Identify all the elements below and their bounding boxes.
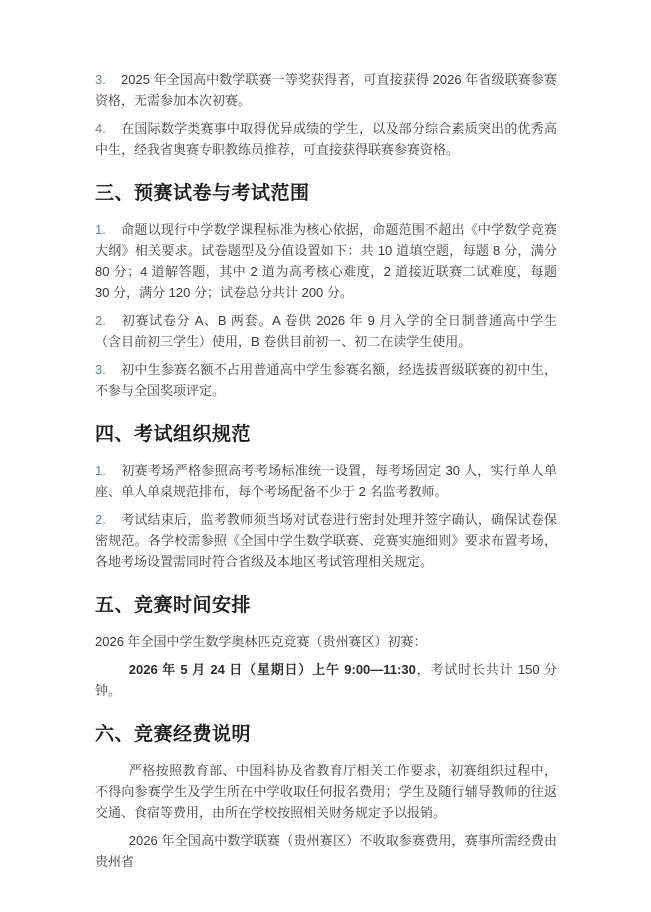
section-heading-6: 六、竞赛经费说明 xyxy=(95,724,252,745)
schedule-date-rest: ，考试时长共计 150 分钟。 xyxy=(95,662,557,698)
funding-paragraph-truncated: 2026 年全国高中数学联赛（贵州赛区）不收取参赛费用，赛事所需经费由贵州省 xyxy=(95,833,557,869)
list-item-text: 在国际数学类赛事中取得优异成绩的学生，以及部分综合素质突出的优秀高中生，经我省奥赛专职教练员推荐，可直接获得联赛参赛资格。 xyxy=(95,121,557,157)
list-item xyxy=(95,69,557,111)
list-number: 4. xyxy=(95,121,106,136)
list-item-text: 初赛考场严格参照高考考场标准统一设置，每考场固定 30 人，实行单人单座、单人单桌规范排布，每个考场配备不少于 2 名监考教师。 xyxy=(95,463,557,499)
list-item-text: 初中生参赛名额不占用普通高中学生参赛名额，经选拔晋级联赛的初中生，不参与全国奖项评定。 xyxy=(95,362,557,398)
section-heading-5: 五、竞赛时间安排 xyxy=(95,595,252,616)
list-number: 1. xyxy=(95,222,106,237)
list-item xyxy=(95,359,557,401)
section-heading-3: 三、预赛试卷与考试范围 xyxy=(95,183,310,204)
list-number: 2. xyxy=(95,313,106,328)
list-item-text: 2025 年全国高中数学联赛一等奖获得者，可直接获得 2026 年省级联赛参赛资格，无需参加本次初赛。 xyxy=(95,72,557,108)
list-item xyxy=(95,310,557,352)
list-number: 3. xyxy=(95,72,106,87)
list-number: 2. xyxy=(95,512,106,527)
list-item xyxy=(95,460,557,502)
list-item xyxy=(95,118,557,160)
list-number: 1. xyxy=(95,463,106,478)
funding-paragraph: 严格按照教育部、中国科协及省教育厅相关工作要求，初赛组织过程中，不得向参赛学生及学生所在中学收取任何报名费用；学生及随行辅导教师的往返交通、食宿等费用，由所在学校按照相关财务规定予以报销。 xyxy=(95,763,557,820)
list-item xyxy=(95,509,557,572)
list-item xyxy=(95,219,557,303)
list-number: 3. xyxy=(95,362,106,377)
schedule-lead: 2026 年全国中学生数学奥林匹克竞赛（贵州赛区）初赛： xyxy=(95,634,427,649)
section-heading-4: 四、考试组织规范 xyxy=(95,424,252,445)
list-item-text: 命题以现行中学数学课程标准为核心依据，命题范围不超出《中学数学竞赛大纲》相关要求。试卷题型及分值设置如下：共 10 道填空题，每题 8 分，满分 80 分；4 道解答题，其中 2 道为高考核心难度，2 道接近联赛二试难度，每题 30 分，满分 120 分；试卷总分共计 200 分。 xyxy=(95,222,557,300)
schedule-date-line xyxy=(95,659,557,701)
list-item-text: 初赛试卷分 A、B 两套。A 卷供 2026 年 9 月入学的全日制普通高中学生（含目前初三学生）使用，B 卷供目前初一、初二在读学生使用。 xyxy=(95,313,557,349)
list-item-text: 考试结束后，监考教师须当场对试卷进行密封处理并签字确认，确保试卷保密规范。各学校需参照《全国中学生数学联赛、竞赛实施细则》要求布置考场，各地考场设置需同时符合省级及本地区考试管理相关规定。 xyxy=(95,512,557,569)
schedule-date-bold: 2026 年 5 月 24 日（星期日）上午 9:00—11:30 xyxy=(128,662,416,677)
